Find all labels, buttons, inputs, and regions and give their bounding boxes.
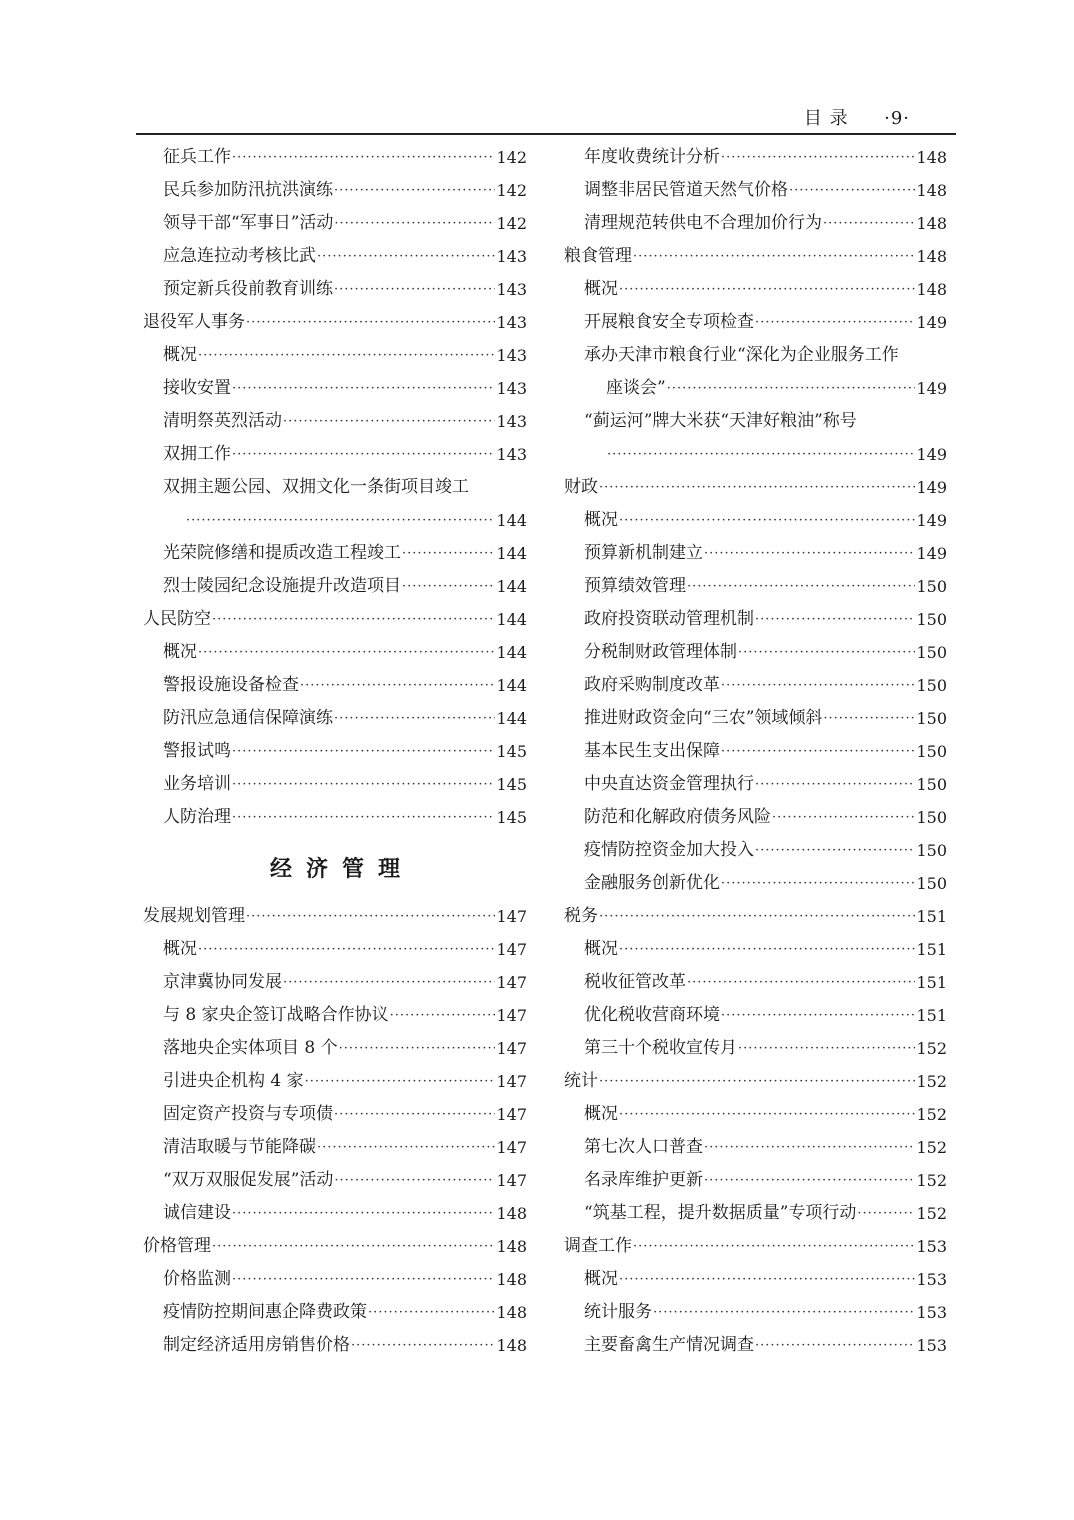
entry-page-number: 149 xyxy=(916,379,947,398)
dot-leader xyxy=(339,1032,496,1065)
toc-entry[interactable] xyxy=(143,999,527,1032)
entry-page-number: 143 xyxy=(496,247,527,266)
dot-leader xyxy=(390,999,496,1032)
entry-title: 疫情防控资金加大投入 xyxy=(584,840,754,860)
dot-leader xyxy=(633,1230,915,1263)
dot-leader xyxy=(212,603,495,636)
dot-leader xyxy=(198,933,495,966)
entry-page-number: 148 xyxy=(496,1336,527,1355)
entry-page-number: 152 xyxy=(916,1072,947,1091)
toc-entry-level1[interactable] xyxy=(143,603,527,636)
toc-entry[interactable] xyxy=(564,141,947,174)
entry-title: 预定新兵役前教育训练 xyxy=(163,279,333,299)
entry-title: 年度收费统计分析 xyxy=(584,147,720,167)
entry-page-number: 152 xyxy=(916,1204,947,1223)
dot-leader xyxy=(351,1329,495,1362)
entry-title: 粮食管理 xyxy=(564,246,632,266)
entry-title: 防范和化解政府债务风险 xyxy=(584,807,771,827)
entry-page-number: 147 xyxy=(496,1105,527,1124)
entry-title: 基本民生支出保障 xyxy=(584,741,720,761)
entry-page-number: 150 xyxy=(916,841,947,860)
entry-title: 调整非居民管道天然气价格 xyxy=(584,180,788,200)
toc-entry[interactable] xyxy=(143,174,527,207)
dot-leader xyxy=(334,1098,495,1131)
toc-entry[interactable] xyxy=(564,636,947,669)
dot-leader xyxy=(599,1065,915,1098)
toc-entry[interactable] xyxy=(564,933,947,966)
entry-page-number: 149 xyxy=(916,511,947,530)
entry-page-number: 150 xyxy=(916,742,947,761)
dot-leader xyxy=(823,207,915,240)
toc-entry[interactable] xyxy=(564,339,947,372)
dot-leader xyxy=(599,471,915,504)
dot-leader xyxy=(721,141,915,174)
entry-title: 调查工作 xyxy=(564,1236,632,1256)
dot-leader xyxy=(755,603,915,636)
dot-leader xyxy=(232,141,495,174)
toc-entry[interactable] xyxy=(143,966,527,999)
toc-entry[interactable] xyxy=(143,768,527,801)
toc-entry-level1[interactable] xyxy=(564,240,947,273)
dot-leader xyxy=(857,1197,915,1230)
header-text xyxy=(804,104,910,130)
toc-entry[interactable] xyxy=(564,966,947,999)
toc-entry[interactable] xyxy=(564,306,947,339)
entry-title: 名录库维护更新 xyxy=(584,1170,703,1190)
entry-page-number: 147 xyxy=(496,973,527,992)
dot-leader xyxy=(334,702,495,735)
toc-entry[interactable] xyxy=(564,603,947,636)
entry-title: 承办天津市粮食行业“深化为企业服务工作 xyxy=(584,345,899,365)
entry-page-number: 147 xyxy=(496,940,527,959)
entry-title: 开展粮食安全专项检查 xyxy=(584,312,754,332)
entry-page-number: 144 xyxy=(496,511,527,530)
entry-page-number: 148 xyxy=(916,214,947,233)
toc-entry-continuation[interactable] xyxy=(564,372,947,405)
toc-entry[interactable] xyxy=(143,273,527,306)
entry-title: 税务 xyxy=(564,906,598,926)
entry-title: 制定经济适用房销售价格 xyxy=(163,1335,350,1355)
toc-entry[interactable] xyxy=(564,504,947,537)
entry-page-number: 147 xyxy=(496,1072,527,1091)
toc-entry-continuation[interactable] xyxy=(143,504,527,537)
dot-leader xyxy=(619,1263,915,1296)
toc-entry[interactable] xyxy=(564,801,947,834)
dot-leader xyxy=(334,174,495,207)
entry-page-number: 143 xyxy=(496,280,527,299)
entry-page-number: 152 xyxy=(916,1138,947,1157)
entry-page-number: 148 xyxy=(496,1237,527,1256)
toc-entry[interactable] xyxy=(564,867,947,900)
dot-leader xyxy=(721,735,915,768)
dot-leader xyxy=(402,537,495,570)
dot-leader xyxy=(653,1296,915,1329)
dot-leader xyxy=(317,1131,495,1164)
entry-title: 征兵工作 xyxy=(163,147,231,167)
entry-title: 主要畜禽生产情况调查 xyxy=(584,1335,754,1355)
entry-title: 领导干部“军事日”活动 xyxy=(163,213,334,233)
toc-entry-continuation[interactable] xyxy=(564,438,947,471)
dot-leader xyxy=(772,801,915,834)
entry-page-number: 144 xyxy=(496,676,527,695)
dot-leader xyxy=(232,438,495,471)
dot-leader xyxy=(704,1164,915,1197)
toc-entry[interactable] xyxy=(143,1065,527,1098)
dot-leader xyxy=(402,570,495,603)
dot-leader xyxy=(212,1230,495,1263)
toc-entry[interactable] xyxy=(564,1296,947,1329)
dot-leader xyxy=(755,306,915,339)
dot-leader xyxy=(738,1032,915,1065)
toc-entry[interactable] xyxy=(564,1032,947,1065)
entry-title: 概况 xyxy=(584,1104,618,1124)
entry-title: 财政 xyxy=(564,477,598,497)
toc-entry[interactable] xyxy=(564,1329,947,1362)
entry-title: 双拥主题公园、双拥文化一条街项目竣工 xyxy=(163,477,469,497)
toc-entry[interactable] xyxy=(564,1131,947,1164)
entry-title: 业务培训 xyxy=(163,774,231,794)
dot-leader xyxy=(619,273,915,306)
toc-entry[interactable] xyxy=(564,570,947,603)
dot-leader xyxy=(721,867,915,900)
entry-title: 烈士陵园纪念设施提升改造项目 xyxy=(163,576,401,596)
dot-leader xyxy=(738,636,915,669)
dot-leader xyxy=(232,735,495,768)
dot-leader xyxy=(232,801,495,834)
entry-page-number: 153 xyxy=(916,1237,947,1256)
dot-leader xyxy=(283,405,495,438)
entry-page-number: 143 xyxy=(496,379,527,398)
toc-entry-level1[interactable] xyxy=(564,900,947,933)
toc-entry[interactable] xyxy=(564,174,947,207)
entry-page-number: 152 xyxy=(916,1105,947,1124)
entry-page-number: 153 xyxy=(916,1336,947,1355)
toc-entry[interactable] xyxy=(143,438,527,471)
dot-leader xyxy=(300,669,495,702)
entry-page-number: 142 xyxy=(496,214,527,233)
entry-title: 政府采购制度改革 xyxy=(584,675,720,695)
dot-leader xyxy=(232,768,495,801)
dot-leader xyxy=(246,900,495,933)
entry-page-number: 145 xyxy=(496,808,527,827)
toc-entry[interactable] xyxy=(564,1164,947,1197)
toc-entry[interactable] xyxy=(143,1131,527,1164)
dot-leader xyxy=(198,636,495,669)
entry-page-number: 150 xyxy=(916,709,947,728)
entry-title: 概况 xyxy=(584,510,618,530)
toc-entry[interactable] xyxy=(143,471,527,504)
entry-page-number: 148 xyxy=(916,280,947,299)
entry-page-number: 150 xyxy=(916,676,947,695)
dot-leader xyxy=(305,1065,496,1098)
entry-title: “双万双服促发展”活动 xyxy=(163,1170,334,1190)
toc-entry[interactable] xyxy=(564,207,947,240)
entry-title: 统计 xyxy=(564,1071,598,1091)
entry-title: 诚信建设 xyxy=(163,1203,231,1223)
toc-entry[interactable] xyxy=(564,735,947,768)
header-section: 目 录 xyxy=(803,108,849,129)
entry-title: 概况 xyxy=(584,279,618,299)
entry-title: 发展规划管理 xyxy=(143,906,245,926)
entry-page-number: 149 xyxy=(916,478,947,497)
entry-page-number: 147 xyxy=(496,1171,527,1190)
dot-leader xyxy=(721,999,915,1032)
entry-title: 概况 xyxy=(163,642,197,662)
dot-leader xyxy=(755,1329,915,1362)
entry-title: 概况 xyxy=(584,1269,618,1289)
toc-entry-level1[interactable] xyxy=(564,1065,947,1098)
entry-page-number: 148 xyxy=(916,181,947,200)
dot-leader xyxy=(334,207,495,240)
dot-leader xyxy=(186,504,495,537)
toc-entry[interactable] xyxy=(143,405,527,438)
entry-title: 与 8 家央企签订战略合作协议 xyxy=(163,1005,389,1025)
toc-entry[interactable] xyxy=(564,702,947,735)
entry-page-number: 148 xyxy=(496,1303,527,1322)
toc-entry[interactable] xyxy=(143,240,527,273)
entry-page-number: 153 xyxy=(916,1270,947,1289)
toc-entry[interactable] xyxy=(143,702,527,735)
entry-page-number: 150 xyxy=(916,775,947,794)
dot-leader xyxy=(667,372,916,405)
entry-page-number: 149 xyxy=(916,544,947,563)
entry-title: 概况 xyxy=(584,939,618,959)
toc-entry[interactable] xyxy=(143,801,527,834)
dot-leader xyxy=(633,240,915,273)
entry-title: 落地央企实体项目 8 个 xyxy=(163,1038,338,1058)
toc-entry[interactable] xyxy=(143,669,527,702)
toc-entry[interactable] xyxy=(143,372,527,405)
toc-entry-level1[interactable] xyxy=(143,900,527,933)
entry-title: 人防治理 xyxy=(163,807,231,827)
entry-title: 引进央企机构 4 家 xyxy=(163,1071,304,1091)
entry-page-number: 149 xyxy=(916,313,947,332)
toc-column-right xyxy=(564,141,947,1362)
entry-title: “筑基工程，提升数据质量”专项行动 xyxy=(584,1203,857,1223)
entry-title: 接收安置 xyxy=(163,378,231,398)
toc-entry[interactable] xyxy=(143,339,527,372)
dot-leader xyxy=(334,273,495,306)
dot-leader xyxy=(823,702,915,735)
entry-title: 税收征管改革 xyxy=(584,972,686,992)
toc-entry[interactable] xyxy=(143,1329,527,1362)
dot-leader xyxy=(704,1131,915,1164)
entry-page-number: 151 xyxy=(916,973,947,992)
dot-leader xyxy=(368,1296,495,1329)
entry-page-number: 144 xyxy=(496,544,527,563)
entry-page-number: 149 xyxy=(916,445,947,464)
entry-page-number: 150 xyxy=(916,643,947,662)
entry-title: 概况 xyxy=(163,345,197,365)
dot-leader xyxy=(755,834,915,867)
dot-leader xyxy=(704,537,915,570)
entry-title: 人民防空 xyxy=(143,609,211,629)
dot-leader xyxy=(334,1164,495,1197)
entry-page-number: 152 xyxy=(916,1171,947,1190)
entry-page-number: 150 xyxy=(916,874,947,893)
toc-entry[interactable] xyxy=(143,1197,527,1230)
dot-leader xyxy=(721,669,915,702)
toc-entry-level1[interactable] xyxy=(143,1230,527,1263)
toc-entry[interactable] xyxy=(564,768,947,801)
toc-entry[interactable] xyxy=(143,1098,527,1131)
entry-page-number: 148 xyxy=(916,247,947,266)
entry-page-number: 147 xyxy=(496,1039,527,1058)
entry-title: 第三十个税收宣传月 xyxy=(584,1038,737,1058)
dot-leader xyxy=(599,900,915,933)
entry-page-number: 151 xyxy=(916,940,947,959)
dot-leader xyxy=(687,570,915,603)
entry-page-number: 143 xyxy=(496,346,527,365)
toc-entry[interactable] xyxy=(564,669,947,702)
entry-page-number: 143 xyxy=(496,313,527,332)
entry-title: 警报设施设备检查 xyxy=(163,675,299,695)
entry-page-number: 148 xyxy=(916,148,947,167)
toc-entry[interactable] xyxy=(143,636,527,669)
entry-title: 清明祭英烈活动 xyxy=(163,411,282,431)
entry-title: 价格监测 xyxy=(163,1269,231,1289)
entry-title: 预算新机制建立 xyxy=(584,543,703,563)
toc-entry-level1[interactable] xyxy=(143,306,527,339)
entry-title: 防汛应急通信保障演练 xyxy=(163,708,333,728)
toc-entry-level1[interactable] xyxy=(564,471,947,504)
entry-title: 价格管理 xyxy=(143,1236,211,1256)
entry-page-number: 147 xyxy=(496,907,527,926)
dot-leader xyxy=(283,966,495,999)
toc-column-left xyxy=(143,141,527,1362)
entry-page-number: 148 xyxy=(496,1270,527,1289)
toc-entry[interactable] xyxy=(564,537,947,570)
entry-title: 双拥工作 xyxy=(163,444,231,464)
entry-page-number: 142 xyxy=(496,181,527,200)
entry-page-number: 144 xyxy=(496,709,527,728)
entry-title: 光荣院修缮和提质改造工程竣工 xyxy=(163,543,401,563)
entry-page-number: 150 xyxy=(916,808,947,827)
entry-title: 第七次人口普查 xyxy=(584,1137,703,1157)
entry-page-number: 142 xyxy=(496,148,527,167)
entry-title: 警报试鸣 xyxy=(163,741,231,761)
entry-title: 京津冀协同发展 xyxy=(163,972,282,992)
entry-page-number: 144 xyxy=(496,577,527,596)
entry-page-number: 145 xyxy=(496,742,527,761)
entry-title: 优化税收营商环境 xyxy=(584,1005,720,1025)
entry-title: 预算绩效管理 xyxy=(584,576,686,596)
toc-entry[interactable] xyxy=(143,207,527,240)
toc-entry[interactable] xyxy=(564,1098,947,1131)
dot-leader xyxy=(317,240,495,273)
page-header xyxy=(136,100,956,135)
entry-title: 民兵参加防汛抗洪演练 xyxy=(163,180,333,200)
entry-title: 应急连拉动考核比武 xyxy=(163,246,316,266)
toc-entry[interactable] xyxy=(143,1296,527,1329)
entry-title: 分税制财政管理体制 xyxy=(584,642,737,662)
entry-page-number: 143 xyxy=(496,445,527,464)
entry-title: 金融服务创新优化 xyxy=(584,873,720,893)
entry-page-number: 143 xyxy=(496,412,527,431)
entry-page-number: 152 xyxy=(916,1039,947,1058)
dot-leader xyxy=(619,933,915,966)
dot-leader xyxy=(755,768,915,801)
toc-entry[interactable] xyxy=(564,405,947,438)
entry-page-number: 150 xyxy=(916,610,947,629)
entry-title: 清洁取暖与节能降碳 xyxy=(163,1137,316,1157)
toc-entry[interactable] xyxy=(143,1263,527,1296)
dot-leader xyxy=(246,306,495,339)
entry-page-number: 147 xyxy=(496,1006,527,1025)
section-title: 经济管理 xyxy=(269,856,414,882)
entry-title: 中央直达资金管理执行 xyxy=(584,774,754,794)
dot-leader xyxy=(232,1263,495,1296)
entry-title: 退役军人事务 xyxy=(143,312,245,332)
dot-leader xyxy=(789,174,915,207)
toc-entry[interactable] xyxy=(143,570,527,603)
entry-page-number: 151 xyxy=(916,1006,947,1025)
dot-leader xyxy=(619,1098,915,1131)
entry-title: 概况 xyxy=(163,939,197,959)
entry-title: 固定资产投资与专项债 xyxy=(163,1104,333,1124)
entry-title: 清理规范转供电不合理加价行为 xyxy=(584,213,822,233)
entry-title: 政府投资联动管理机制 xyxy=(584,609,754,629)
toc-entry[interactable] xyxy=(564,834,947,867)
toc-entry[interactable] xyxy=(564,1197,947,1230)
toc-entry[interactable] xyxy=(143,537,527,570)
entry-page-number: 144 xyxy=(496,610,527,629)
entry-page-number: 144 xyxy=(496,643,527,662)
toc-entry[interactable] xyxy=(143,933,527,966)
toc-entry-level1[interactable] xyxy=(564,1230,947,1263)
entry-page-number: 153 xyxy=(916,1303,947,1322)
entry-page-number: 145 xyxy=(496,775,527,794)
entry-title: “蓟运河”牌大米获“天津好粮油”称号 xyxy=(584,411,857,431)
dot-leader xyxy=(232,372,495,405)
dot-leader xyxy=(232,1197,495,1230)
toc-entry[interactable] xyxy=(143,735,527,768)
toc-entry[interactable] xyxy=(143,1032,527,1065)
toc-entry[interactable] xyxy=(564,273,947,306)
entry-title: 座谈会” xyxy=(606,378,666,398)
dot-leader xyxy=(198,339,495,372)
dot-leader xyxy=(687,966,915,999)
entry-title: 推进财政资金向“三农”领域倾斜 xyxy=(584,708,823,728)
header-page-number: ·9· xyxy=(884,108,910,129)
entry-page-number: 151 xyxy=(916,907,947,926)
entry-title: 疫情防控期间惠企降费政策 xyxy=(163,1302,367,1322)
toc-entry[interactable] xyxy=(564,999,947,1032)
entry-page-number: 150 xyxy=(916,577,947,596)
entry-title: 统计服务 xyxy=(584,1302,652,1322)
entry-page-number: 148 xyxy=(496,1204,527,1223)
dot-leader xyxy=(607,438,915,471)
dot-leader xyxy=(619,504,915,537)
toc-entry[interactable] xyxy=(564,1263,947,1296)
toc-entry[interactable] xyxy=(143,141,527,174)
toc-entry[interactable] xyxy=(143,1164,527,1197)
entry-page-number: 147 xyxy=(496,1138,527,1157)
